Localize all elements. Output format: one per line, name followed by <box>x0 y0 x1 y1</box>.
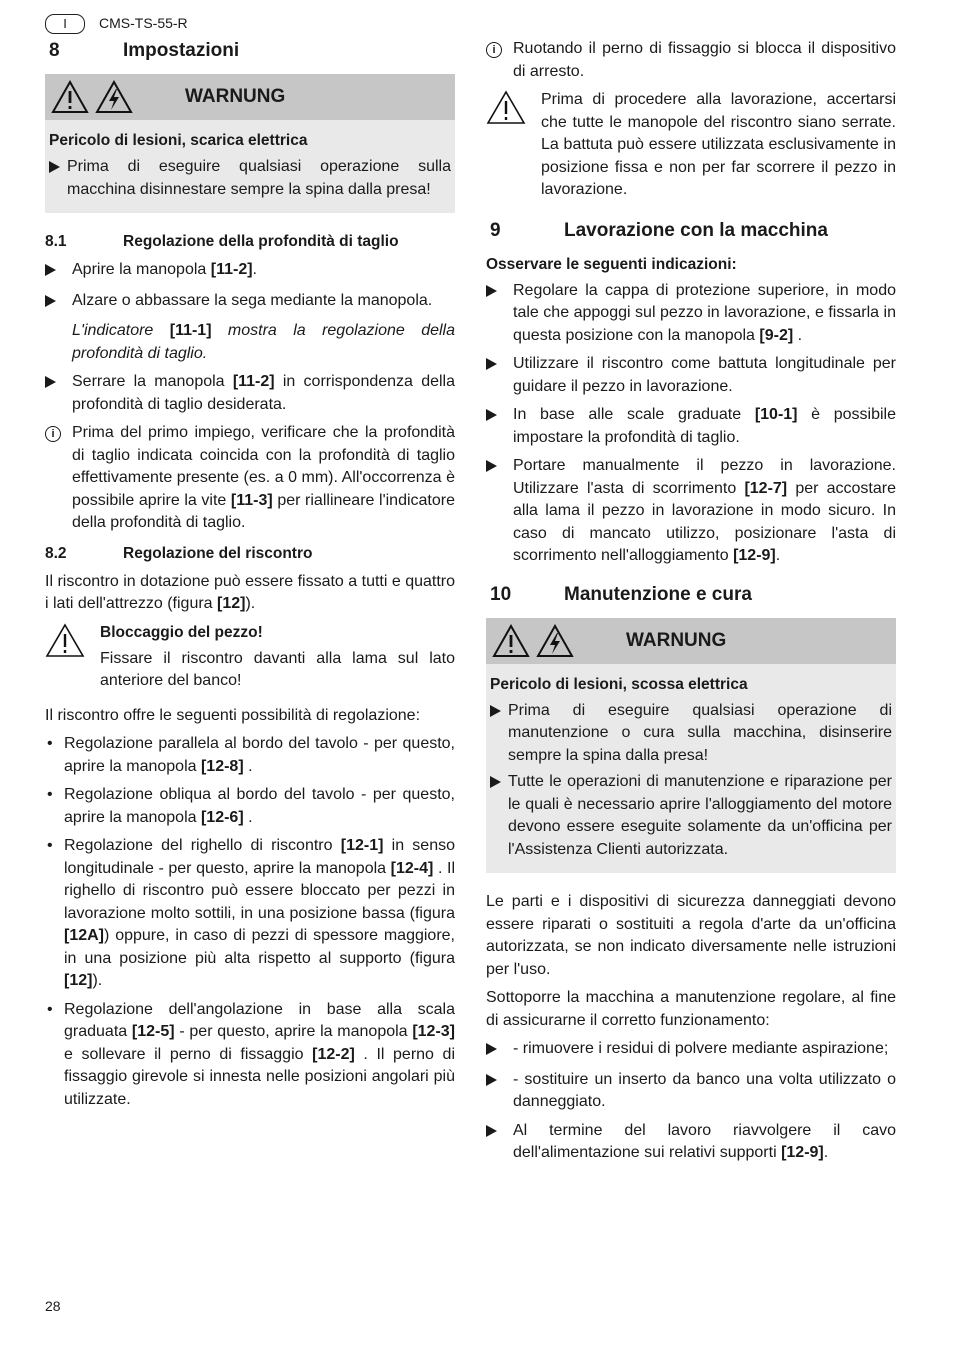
bullet-item <box>45 784 455 829</box>
item-text: - rimuovere i residui di polvere mediante aspirazione; <box>513 1040 889 1057</box>
list-item <box>486 404 896 449</box>
warning-triangle-icon <box>492 624 530 658</box>
arrow-bullet-icon <box>486 1043 497 1055</box>
list-item <box>486 353 896 398</box>
item-text: Aprire la manopola [11-2]. <box>72 261 257 278</box>
section-number: 8.1 <box>45 233 67 250</box>
bullet-dot-icon: • <box>47 735 53 752</box>
list-item <box>45 290 455 315</box>
section-9-heading <box>486 218 896 244</box>
section-number: 8.2 <box>45 544 67 562</box>
caution-text: Fissare il riscontro davanti alla lama sul lato anteriore del banco! <box>100 649 455 689</box>
item-text: Prima di eseguire qualsiasi operazione di manutenzione o cura sulla macchina, disinserire sempre la spina dalla presa! <box>508 701 892 764</box>
bullet-item <box>45 835 455 993</box>
bullet-dot-icon: • <box>47 837 53 854</box>
section-title: Impostazioni <box>123 40 240 61</box>
left-column <box>45 38 455 1117</box>
bullet-dot-icon: • <box>47 786 53 803</box>
section-title: Manutenzione e cura <box>564 583 752 605</box>
list-item <box>486 455 896 568</box>
list-item-note <box>45 320 455 365</box>
info-note <box>45 422 455 535</box>
arrow-bullet-icon <box>45 376 56 388</box>
caution-note <box>486 89 896 208</box>
section-title: Regolazione della profondità di taglio <box>123 233 399 250</box>
item-text: L'indicatore [11-1] mostra la regolazione della profondità di taglio. <box>72 322 455 362</box>
item-text: Ruotando il perno di fissaggio si blocca il dispositivo di arresto. <box>513 40 896 80</box>
warning-subtitle: Pericolo di lesioni, scossa elettrica <box>490 675 748 693</box>
subheading: Osservare le seguenti indicazioni: <box>486 255 737 273</box>
item-text: Regolazione dell'angolazione in base alla scala graduata [12-5] - per questo, aprire la manopola [12-3] e sollevare il perno di fissaggio [12-2] . Il perno di fissaggio girevole si innesta nelle posizioni angolari più utilizzate. <box>64 1000 456 1108</box>
bullet-item <box>45 733 455 778</box>
electric-hazard-icon <box>536 624 574 658</box>
section-10-heading <box>486 582 896 608</box>
arrow-bullet-icon <box>490 776 501 788</box>
list-item <box>490 700 892 768</box>
section-8-heading <box>45 38 455 64</box>
arrow-bullet-icon <box>45 264 56 276</box>
electric-hazard-icon <box>95 80 133 114</box>
list-item <box>486 1038 896 1063</box>
info-note <box>486 38 896 83</box>
warning-triangle-icon <box>486 89 526 125</box>
paragraph: Sottoporre la macchina a manutenzione regolare, al fine di assicurarne il corretto funzionamento: <box>486 989 896 1029</box>
paragraph: Il riscontro offre le seguenti possibilità di regolazione: <box>45 706 421 724</box>
arrow-bullet-icon <box>486 1125 497 1137</box>
page-number: 28 <box>45 1298 61 1314</box>
item-text: In base alle scale graduate [10-1] è possibile impostare la profondità di taglio. <box>513 406 897 446</box>
warning-triangle-icon <box>51 80 89 114</box>
warning-box <box>486 618 896 874</box>
language-badge: I <box>45 14 85 34</box>
caution-note <box>45 622 455 699</box>
section-8-1-heading <box>45 231 455 253</box>
model-name: CMS-TS-55-R <box>99 15 188 31</box>
item-text: Serrare la manopola [11-2] in corrispondenza della profondità di taglio desiderata. <box>72 373 455 413</box>
item-text: Al termine del lavoro riavvolgere il cavo dell'alimentazione sui relativi supporti [12-9]. <box>513 1121 896 1161</box>
arrow-bullet-icon <box>45 295 56 307</box>
list-item <box>486 1069 896 1114</box>
arrow-bullet-icon <box>486 285 497 297</box>
caution-title: Bloccaggio del pezzo! <box>100 623 263 641</box>
list-item <box>486 1120 896 1165</box>
section-title: Regolazione del riscontro <box>123 544 313 562</box>
section-number: 10 <box>490 583 512 605</box>
item-text: Utilizzare il riscontro come battuta longitudinale per guidare il pezzo in lavorazione. <box>513 355 896 395</box>
warning-header <box>486 618 896 664</box>
list-item <box>490 771 892 861</box>
arrow-bullet-icon <box>486 1074 497 1086</box>
info-icon: i <box>45 426 61 442</box>
item-text: Regolare la cappa di protezione superiore, in modo tale che appoggi sul pezzo in lavorazione, e fissarla in questa posizione con la manopola [9-2] . <box>513 281 896 344</box>
item-text: Regolazione obliqua al bordo del tavolo - per questo, aprire la manopola [12-6] . <box>64 786 455 826</box>
paragraph: Il riscontro in dotazione può essere fissato a tutti e quattro i lati dell'attrezzo (figura [12]). <box>45 572 456 612</box>
warning-title: WARNUNG <box>185 86 286 107</box>
list-item <box>45 259 455 284</box>
item-text: Tutte le operazioni di manutenzione e riparazione per le quali è necessario aprire l'alloggiamento del motore devono essere eseguite solamente da un'officina per l'Assistenza Clienti autorizzata. <box>508 773 892 858</box>
info-icon: i <box>486 42 502 58</box>
arrow-bullet-icon <box>49 161 60 173</box>
warning-title: WARNUNG <box>626 629 727 651</box>
item-text: Prima del primo impiego, verificare che la profondità di taglio indicata coincida con la profondità di taglio effettivamente presente (es. a 0 mm). All'occorrenza è possibile aprire la vite [11-3] per riallineare l'indicatore della profondità di taglio. <box>72 424 455 531</box>
list-item <box>486 280 896 348</box>
caution-text: Prima di procedere alla lavorazione, accertarsi che tutte le manopole del riscontro siano serrate. La battuta può essere utilizzata esclusivamente in posizione fissa e non per far scorrere il pezzo in lavorazione. <box>541 91 896 198</box>
arrow-bullet-icon <box>486 460 497 472</box>
warning-triangle-icon <box>45 622 85 658</box>
arrow-bullet-icon <box>490 705 501 717</box>
section-number: 9 <box>490 219 501 241</box>
arrow-bullet-icon <box>486 358 497 370</box>
item-text: Alzare o abbassare la sega mediante la manopola. <box>72 291 433 309</box>
arrow-bullet-icon <box>486 409 497 421</box>
warning-header <box>45 74 455 120</box>
paragraph: Le parti e i dispositivi di sicurezza danneggiati devono essere riparati o sostituiti a regola d'arte da un'officina autorizzata, se non indicato diversamente nelle istruzioni per l'uso. <box>486 893 896 978</box>
section-8-2-heading <box>45 543 455 565</box>
right-column <box>486 38 896 1171</box>
warning-subtitle: Pericolo di lesioni, scarica elettrica <box>49 132 308 149</box>
warning-box <box>45 74 455 213</box>
item-text: Portare manualmente il pezzo in lavorazione. Utilizzare l'asta di scorrimento [12-7] per accostare alla lama il pezzo in lavorazione in modo sicuro. In caso di mancato utilizzo, posizionare l'asta di scorrimento nell'alloggiamento [12-9]. <box>513 457 896 564</box>
list-item <box>49 156 451 201</box>
section-number: 8 <box>49 40 60 61</box>
bullet-item <box>45 999 455 1112</box>
item-text: Prima di eseguire qualsiasi operazione sulla macchina disinnestare sempre la spina dalla presa! <box>67 158 451 198</box>
item-text: - sostituire un inserto da banco una volta utilizzato o danneggiato. <box>513 1070 896 1110</box>
item-text: Regolazione parallela al bordo del tavolo - per questo, aprire la manopola [12-8] . <box>64 735 455 775</box>
bullet-dot-icon: • <box>47 1000 53 1018</box>
section-title: Lavorazione con la macchina <box>564 219 828 241</box>
item-text: Regolazione del righello di riscontro [12-1] in senso longitudinale - per questo, aprire la manopola [12-4] . Il righello di riscontro può essere bloccato per pezzi in lavorazione molto sottili, in una posizione bassa (figura [12A]) oppure, in caso di pezzi di spessore maggiore, in una posizione più alta rispetto al supporto (figura [12]). <box>64 837 456 989</box>
list-item <box>45 371 455 416</box>
